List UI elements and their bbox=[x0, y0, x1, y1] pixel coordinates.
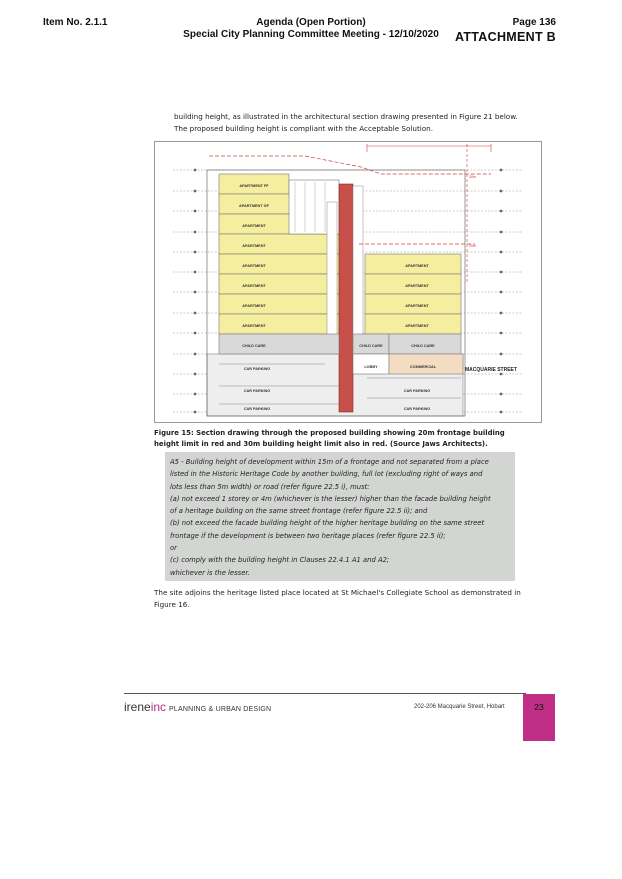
apartment-label: APARTMENT bbox=[242, 244, 266, 248]
item-number: Item No. 2.1.1 bbox=[43, 17, 108, 28]
a5-line: A5 - Building height of development within 15m of a frontage and not separated from a place bbox=[170, 458, 489, 466]
a5-line: whichever is the lesser. bbox=[170, 568, 250, 577]
a5-line: (a) not exceed 1 storey or 4m (whichever is the lesser) higher than the facade building height bbox=[170, 494, 491, 503]
a5-line: of a heritage building on the same street frontage (refer figure 22.5 ii); and bbox=[170, 507, 428, 516]
logo-tagline: PLANNING & URBAN DESIGN bbox=[169, 706, 272, 713]
car-parking-label: CAR PARKING bbox=[243, 407, 271, 411]
logo-irene: irene bbox=[124, 700, 151, 714]
a5-line: lots less than 5m width) or road (refer figure 22.5 i), must: bbox=[170, 482, 370, 491]
a5-line: frontage if the development is between two heritage places (refer figure 22.5 ii); bbox=[170, 531, 446, 540]
apartment-label: APARTMENT bbox=[242, 324, 266, 328]
car-parking-label: CAR PARKING bbox=[243, 389, 271, 393]
apartment-label: APARTMENT bbox=[242, 284, 266, 288]
a5-line: or bbox=[170, 544, 177, 553]
a5-line: (b) not exceed the facade building height of the higher heritage building on the same street bbox=[170, 519, 485, 528]
car-parking-label: CAR PARKING bbox=[403, 389, 431, 393]
figure-caption: Figure 15: Section drawing through the proposed building showing 20m frontage building height limit in red and 30m building height limit also in red. (Source Jaws Architects). bbox=[154, 429, 505, 448]
street-label: MACQUARIE STREET bbox=[465, 367, 517, 373]
car-parking-label: CAR PARKING bbox=[243, 367, 271, 371]
company-logo bbox=[124, 700, 271, 714]
commercial-label: COMMERCIAL bbox=[409, 365, 437, 369]
agenda-title: Agenda (Open Portion) bbox=[256, 17, 366, 28]
apartment-label: APARTMENT bbox=[405, 284, 429, 288]
apartment-label: APARTMENT bbox=[242, 224, 266, 228]
apartment-label: APARTMENT bbox=[405, 304, 429, 308]
childcare-label: CHILD CARE bbox=[359, 344, 383, 348]
apartment-label: APARTMENT bbox=[242, 264, 266, 268]
apartment-label: APARTMENT bbox=[242, 304, 266, 308]
intro-paragraph: building height, as illustrated in the architectural section drawing presented in Figure 21 below. The proposed building height is compliant with the Acceptable Solution. bbox=[174, 112, 518, 133]
a5-line: listed in the Historic Heritage Code by another building, full lot (excluding right of ways and bbox=[170, 470, 483, 479]
footer-divider bbox=[124, 693, 526, 694]
lobby-label: LOBBY bbox=[364, 365, 378, 369]
footer-page-box bbox=[523, 694, 555, 741]
footer-page-number: 23 bbox=[534, 702, 544, 712]
site-paragraph: The site adjoins the heritage listed place located at St Michael's Collegiate School as demonstrated in Figure 16. bbox=[154, 588, 521, 609]
logo-inc: inc bbox=[150, 700, 167, 714]
acceptable-solution-a5-box bbox=[165, 452, 515, 581]
section-drawing-figure bbox=[154, 141, 542, 423]
meeting-title: Special City Planning Committee Meeting - 12/10/2020 bbox=[183, 29, 439, 40]
footer-address: 202-206 Macquarie Street, Hobart bbox=[414, 704, 505, 710]
section-drawing bbox=[155, 142, 541, 422]
attachment-label: ATTACHMENT B bbox=[454, 30, 556, 44]
childcare-label: CHILD CARE bbox=[411, 344, 435, 348]
childcare-label: CHILD CARE bbox=[242, 344, 266, 348]
height-marker-30m: 30m bbox=[469, 175, 476, 179]
apartment-label: APARTMENT bbox=[405, 264, 429, 268]
page-number: Page 136 bbox=[512, 17, 556, 28]
apartment-label-ff: APARTMENT FF bbox=[239, 184, 269, 188]
a5-line: (c) comply with the building height in Clauses 22.4.1 A1 and A2; bbox=[170, 556, 390, 565]
apartment-label-gf: APARTMENT GF bbox=[239, 204, 269, 208]
car-parking-label: CAR PARKING bbox=[403, 407, 431, 411]
height-marker-20m: 20m bbox=[469, 244, 476, 248]
apartment-label: APARTMENT bbox=[405, 324, 429, 328]
